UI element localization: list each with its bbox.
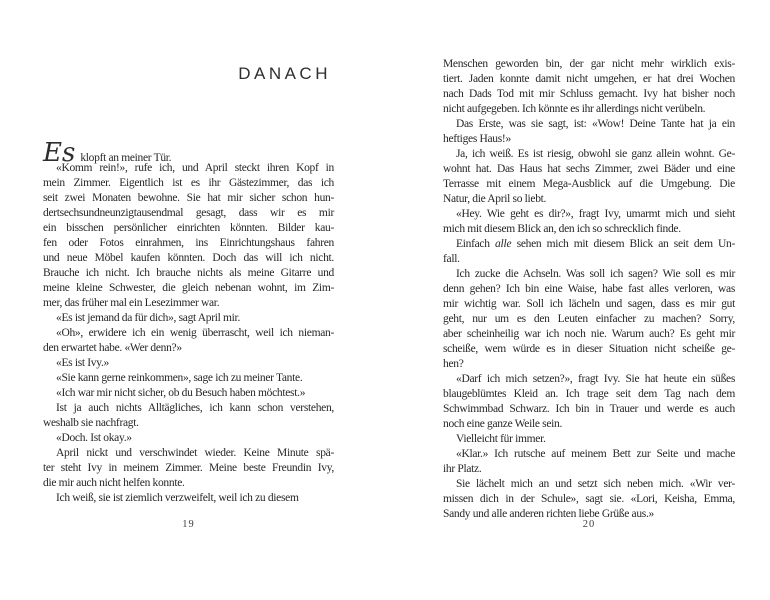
text-line: Schwimmbad Schwarz. Ich bin in Trauer und werde es auch: [443, 403, 735, 415]
text-line: die mir auch nicht helfen konnte.: [43, 477, 185, 489]
text-line: mer, das früher mal ein Lesezimmer war.: [43, 297, 220, 309]
paragraph: [443, 207, 735, 237]
text-line: fen oder Fotos einrahmen, ins Einrichtungshaus fahren: [43, 237, 334, 249]
text-line: und neue Möbel kaufen könnten. Doch das will ich nicht.: [43, 252, 334, 264]
paragraph: [43, 356, 334, 371]
text-line: «Es ist jemand da für dich», sagt April mir.: [56, 312, 241, 324]
paragraph: [443, 477, 735, 522]
text-line: Ja, ich weiß. Es ist riesig, obwohl sie ganz allein wohnt. Ge-: [456, 148, 735, 160]
decorative-initial: Es: [43, 138, 76, 168]
text-line: hen?: [443, 358, 464, 370]
page-number-right: 20: [582, 519, 596, 530]
text-line: fall.: [443, 253, 460, 265]
text-line: ter steht Ivy in meinem Zimmer. Meine beste Freundin Ivy,: [43, 462, 334, 474]
text-line: «Klar.» Ich rutsche auf meinem Bett zur Seite und mache: [456, 448, 735, 460]
text-line: geht, nur um es den Leuten einfacher zu machen? Sorry,: [443, 313, 735, 325]
text-line: nicht aufgegeben. Ich könnte es ihr allerdings nicht verübeln.: [443, 103, 706, 115]
text-line: missen dich in der Schule», sagt sie. «Lori, Keisha, Emma,: [443, 493, 735, 505]
paragraph: [443, 372, 735, 432]
text-line: «Ich war mir nicht sicher, ob du Besuch haben möchtest.»: [56, 387, 306, 399]
text-line: Das Erste, was sie sagt, ist: «Wow! Deine Tante hat ja ein: [456, 118, 735, 130]
text-line: mein Zimmer. Eigentlich ist es ihr Gästezimmer, das ich: [43, 177, 334, 189]
text-line: aber scheinheilig war ich noch nie. Warum auch? Es geht mir: [443, 328, 735, 340]
paragraph: [43, 386, 334, 401]
text-line: «Darf ich mich setzen?», fragt Ivy. Sie hat heute ein süßes: [456, 373, 735, 385]
paragraph: [43, 371, 334, 386]
text-line: «Es ist Ivy.»: [56, 357, 109, 369]
paragraph: [43, 431, 334, 446]
text-line: Es klopft an meiner Tür.: [43, 138, 172, 168]
right-page: [443, 57, 735, 522]
text-line: noch eine ganze Weile sein.: [443, 418, 563, 430]
paragraph: [443, 267, 735, 372]
text-line: weshalb sie nachfragt.: [43, 417, 139, 429]
text-line: blaugeblümtes Kleid an. Ich trage seit dem Tag nach dem: [443, 388, 735, 400]
text-line: wohnt hat. Das Haus hat sechs Zimmer, zwei Bäder und eine: [443, 163, 735, 175]
text-line: Ist ja auch nichts Alltägliches, ich kann schon verstehen,: [56, 402, 334, 414]
text-line: ihr Platz.: [443, 463, 482, 475]
text-line: Ich zucke die Achseln. Was soll ich sagen? Wie soll es mir: [456, 268, 735, 280]
text-line: «Oh», erwidere ich ein wenig überrascht, weil ich nieman-: [56, 327, 334, 339]
text-line: Ich weiß, sie ist ziemlich verzweifelt, weil ich zu diesem: [56, 492, 299, 504]
text-line: heftiges Haus!»: [443, 133, 511, 145]
chapter-title: DANACH: [238, 64, 331, 83]
text-line: «Doch. Ist okay.»: [56, 432, 132, 444]
paragraph: [43, 401, 334, 431]
paragraph: [443, 57, 735, 117]
text-line: Einfach alle sehen mich mit diesem Blick an seit dem Un-: [456, 238, 735, 250]
text-line: mir wichtig war. Soll ich lächeln und sagen, dass es mir gut: [443, 298, 735, 310]
text-line: meine kleine Schwester, die gleich nebenan wohnt, im Zim-: [43, 282, 334, 294]
text-line: «Komm rein!», rufe ich, und April steckt ihren Kopf in: [56, 162, 334, 174]
text-line: scheiße, wem würde es in dieser Situation nicht scheiße ge-: [443, 343, 735, 355]
paragraph: [43, 311, 334, 326]
text-line: dertsechsundneunzigtausendmal gesagt, dass wir es mir: [43, 207, 334, 219]
paragraph: [43, 161, 334, 311]
paragraph: [443, 117, 735, 147]
text-line: Sie lächelt mich an und setzt sich neben mich. «Wir ver-: [456, 478, 735, 490]
text-line: Sandy und alle anderen richten liebe Grüße aus.»: [443, 508, 654, 520]
text-line: Menschen geworden bin, der gar nicht mehr wirklich exis-: [443, 58, 735, 70]
emphasized-word: alle: [494, 238, 512, 250]
page-number-left: 19: [182, 519, 195, 530]
left-page-body: [43, 138, 334, 506]
text-line: Terrasse mit einem Mega-Ausblick auf die Umgebung. Die: [443, 178, 735, 190]
text-line: denn gehen? Ich bin eine Waise, habe fast alles verloren, was: [443, 283, 735, 295]
text-line: Vielleicht für immer.: [456, 433, 546, 445]
text-line: den erwartet habe. «Wer denn?»: [43, 342, 182, 354]
paragraph: [43, 326, 334, 356]
text-line: April nickt und verschwindet wieder. Keine Minute spä-: [56, 447, 334, 459]
paragraph: [443, 447, 735, 477]
paragraph: [43, 491, 334, 506]
text-line: ein bisschen persönlicher einrichten könnten. Bilder kau-: [43, 222, 334, 234]
text-line: Brauche ich nicht. Ich brauche nichts als meine Gitarre und: [43, 267, 334, 279]
paragraph: [443, 432, 735, 447]
text-line: «Hey. Wie geht es dir?», fragt Ivy, umarmt mich und sieht: [456, 208, 735, 220]
text-line: mich mit diesem Blick an, den ich so schrecklich finde.: [443, 223, 681, 235]
paragraph: [43, 446, 334, 491]
left-page: [43, 64, 334, 506]
text-line: «Sie kann gerne reinkommen», sage ich zu meiner Tante.: [56, 372, 303, 384]
text-line: tiert. Jaden konnte damit nicht umgehen, er hat drei Wochen: [443, 73, 735, 85]
right-page-body: [443, 57, 735, 522]
paragraph: [443, 147, 735, 207]
text-line: seit zwei Monaten bewohne. Sie hat mir sicher schon hun-: [43, 192, 334, 204]
text-line: nach Dads Tod mit mir Schluss gemacht. Ivy hat bisher noch: [443, 88, 735, 100]
text-line: Natur, die April so liebt.: [443, 193, 547, 205]
paragraph: [443, 237, 735, 267]
